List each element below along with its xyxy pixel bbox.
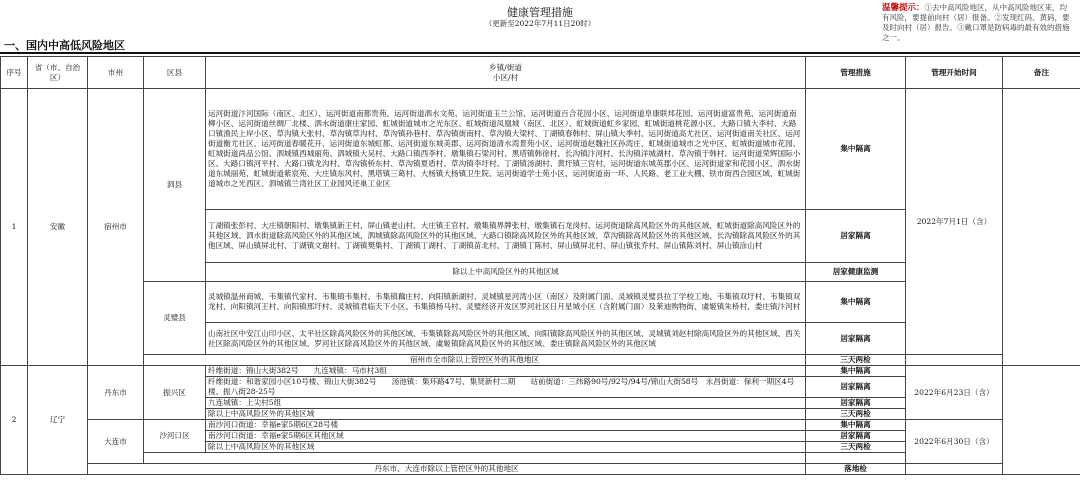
header-town: 乡镇/街道 小区/村 [206,57,806,89]
cell-measure: 集中隔离 [806,89,906,210]
header-start: 管理开始时间 [906,57,1003,89]
table-row [1,355,1080,366]
cell-area: 除以上中高风险区外的其他区域 [206,442,806,453]
cell-area: 运河街道汴河国际（南区、北区）、运河街道南都贵苑、运河街道泗水文苑、运河街道玉兰公馆、运河街道百合花园小区、运河街道阜康联邦花园、运河街道富贵苑、运河街道南柳小区、运河街道丝绸厂北楼、泗水街道康庄家园、虹城街道城市之光东区、虹城街道凤凰城（南区、北区）、虹城街道虹乡家园、虹城街道桃花源小区、大路口镇大李村、大路口镇渔民上岸小区、草沟镇大张村、草沟镇草沟村、草沟镇孙巷村、草沟镇街南村、草沟镇大梁村、丁湖镇春韩村、屏山镇大季村、运河街道高尤社区、运河街道南关社区、运河街道衡尤社区、运河街道春暖花开、运河街道东城虹都、运河街道东城美郡、运河街道清水湾景苑小区、运河街道赵魏社区孙湾庄、虹城街道城市之光中区、虹城街道城市花园、虹城街道尚品公馆、泗城镇西城丽苑、泗城镇大吴村、大路口镇西李村、墩集镇石梁河村、黑塔镇韩徐村、长沟镇汴河村、长沟镇洋城湖村、草沟镇于韩村、运河街道荣辉国际小区、大路口镇河平村、大路口镇龙沟村、草沟镇桥东村、草沟镇夏盾村、草沟镇李圩村、丁湖镇汤湖村、黄圩镇三官村、运河街道东城英郡小区、运河街道家和花园小区、泗水街道东城丽苑、虹城街道紫宸苑、大庄镇东风村、黑塔镇三葛村、大杨镇大杨镇卫生院、运河街道学士苑小区、运河街道南一环、人民路、老工业大棚、铁市街西合园区域、虹城街道城市之光西区、泗城镇兰湾社区工业园风还巢工业区 [206,89,806,210]
section-divider [0,52,1080,54]
cell-county: 灵璧县 [144,282,206,355]
cell-start: 2022年7月1日（含） [906,89,1003,355]
cell-measure: 集中隔离 [806,366,906,377]
cell-measure: 集中隔离 [806,282,906,323]
cell-start: 2022年6月23日（含） [906,366,1003,420]
cell-area: 除以上中高风险区外的其他区域 [206,263,806,282]
cell-area: 纤维街道：和谐家园小区10号楼、锦山大街382号 汤池镇：集环路47号、集贤新村二期 站前街道：三纬路90号/92号/94号/锦山大街58号 永昌街道：保利一期区4号楼、振八街28-25号 [206,377,806,398]
header-province: 省（市、自治区） [28,57,88,89]
section-heading: 一、国内中高低风险地区 [4,39,125,52]
tip-text: ①去中高风险地区，从中高风险地区来，均有风险，要提前向村（居）报备。②发现红码、黄码，要及时向村（居）报告。③戴口罩是防病毒的最有效的措施之一。 [882,3,1070,42]
cell-area: 南沙河口街道：幸福e家5期6区其他区域 [206,431,806,442]
cell-area: 纤维街道：锦山大街382号 九连城镇：马市村3组 [206,366,806,377]
cell-area: 除以上中高风险区外的其他区域 [206,409,806,420]
cell-measure: 居家隔离 [806,210,906,263]
cell-measure: 居家健康监测 [806,263,906,282]
cell-start [906,464,1003,475]
cell-measure: 居家隔离 [806,431,906,442]
header-city: 市州 [88,57,144,89]
cell-measure: 落地检 [806,464,906,475]
cell-start [906,355,1003,366]
table-row [1,366,1080,377]
table-row [1,89,1080,210]
doc-subtitle: （更新至2022年7月11日20时） [484,19,596,28]
cell-no: 2 [1,366,28,475]
tip-label: 温馨提示： [882,3,925,13]
cell-measure: 三天两检 [806,442,906,453]
header-row [1,57,1080,89]
table-row [1,464,1080,475]
cell-start: 2022年6月30日（含） [906,420,1003,464]
cell-measure: 居家隔离 [806,398,906,409]
cell-area: 宿州市全市除以上管控区外的其他地区 [144,355,806,366]
cell-note [1003,366,1080,475]
tip-box [882,3,1074,43]
cell-area [144,453,806,464]
cell-measure: 集中隔离 [806,420,906,431]
cell-area: 九连城镇：上尖村5组 [206,398,806,409]
cell-county: 振兴区 [144,366,206,420]
cell-no: 1 [1,89,28,366]
cell-province: 辽宁 [28,366,88,475]
cell-province: 安徽 [28,89,88,366]
header-measure: 管理措施 [806,57,906,89]
cell-note [1003,89,1080,366]
header-no: 序号 [1,57,28,89]
cell-area: 丹东市、大连市除以上管控区外的其他地区 [88,464,806,475]
cell-area: 丁湖镇张彭村、大庄镇朝阳村、墩集镇新王村、屏山镇老山村、大庄镇王官村、墩集镇界牌张村、墩集镇石龙岗村、运河街道除高风险区外的其他区域、虹城街道除高风险区外的其他区域、泗水街道除高风险区外的其他区域、泗城镇除高风险区外的其他区域、大路口镇除高风险区外的其他区域、草沟镇除高风险区外的其他区域、长沟镇除高风险区外的其他区域、屏山镇屏北村、丁湖镇文谢村、丁湖镇樊集村、丁湖镇丁湖村、丁湖镇苗北村、丁湖镇丁陈村、屏山镇屏北村、屏山镇张乔村、屏山镇陈刘村、屏山镇涂山村 [206,210,806,263]
cell-measure [806,453,906,464]
header-note: 备注 [1003,57,1080,89]
header-county: 区县 [144,57,206,89]
cell-measure: 居家隔离 [806,323,906,355]
cell-city: 宿州市 [88,89,144,366]
cell-city: 丹东市 [88,366,144,420]
doc-title: 健康管理措施 [507,6,573,19]
cell-measure: 三天两检 [806,355,906,366]
cell-area: 南沙河口街道：幸福e家5期6区28号楼 [206,420,806,431]
cell-city: 大连市 [88,420,144,464]
cell-county: 沙河口区 [144,420,206,453]
cell-county: 泗县 [144,89,206,282]
cell-measure: 居家隔离 [806,377,906,398]
cell-area: 灵城镇温州商城、韦集镇代家村、韦集镇韦集村、韦集镇藕庄村、向阳镇新湖村、灵城镇星河湾小区（南区）及附属门面、灵城镇灵璧县拉丁学校工地、韦集镇双圩村、韦集镇双龙村、向阳镇河王村、向阳镇邢圩村、灵城镇君临天下小区、韦集镇杨马村、灵璧经济开发区罗河社区日月星城小区（含附属门面）及莱迪购物街、虞姬镇朱桥村、娄庄镇汴河村 [206,282,806,323]
cell-area: 山南社区中安江山印小区、太平社区除高风险区外的其他区域、韦集镇除高风险区外的其他区域、向阳镇除高风险区外的其他区域、灵城镇刘赵村除高风险区外的其他区域、西关社区除高风险区外的其他区域、罗河社区除高风险区外的其他区域、虞姬镇除高风险区外的其他区域、娄庄镇除高风险区外的其他区域 [206,323,806,355]
risk-table [0,56,1080,475]
cell-measure: 三天两检 [806,409,906,420]
table-row [1,420,1080,431]
